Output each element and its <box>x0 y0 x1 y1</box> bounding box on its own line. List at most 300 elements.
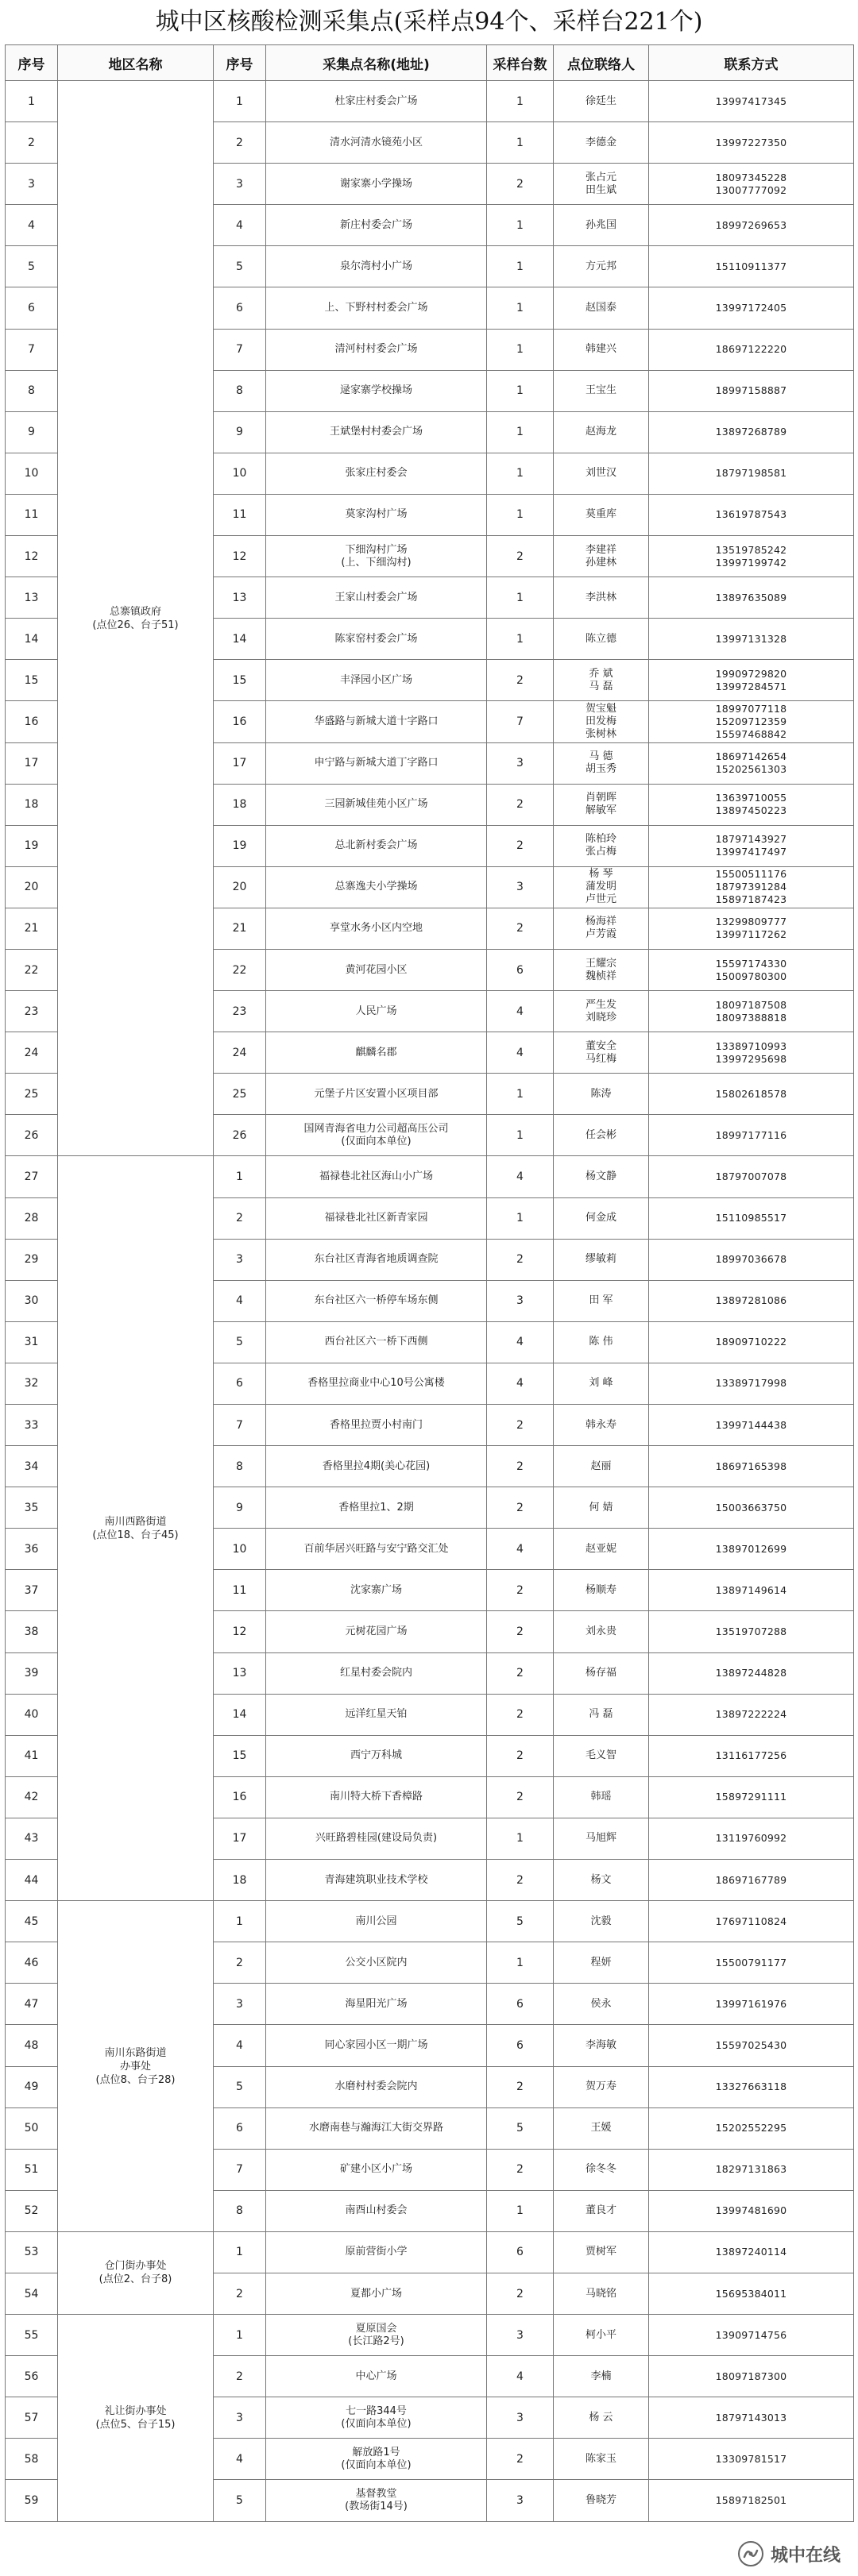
contact-person: 毛义智 <box>554 1735 649 1776</box>
row-index: 40 <box>6 1694 58 1735</box>
phone-number: 13299809777 13997117262 <box>649 908 854 949</box>
row-index: 32 <box>6 1363 58 1404</box>
table-count: 5 <box>487 2107 554 2149</box>
sub-index: 17 <box>214 1818 266 1859</box>
phone-number: 13119760992 <box>649 1818 854 1859</box>
contact-person: 李德金 <box>554 122 649 164</box>
phone-number: 18097187508 18097388818 <box>649 991 854 1032</box>
site-name: 解放路1号 (仅面向本单位) <box>266 2439 487 2480</box>
site-name: 莫家沟村广场 <box>266 494 487 535</box>
site-name: 三园新城佳苑小区广场 <box>266 784 487 825</box>
contact-person: 乔 斌 马 磊 <box>554 660 649 701</box>
row-index: 33 <box>6 1405 58 1446</box>
contact-person: 刘世汉 <box>554 453 649 494</box>
sub-index: 15 <box>214 1735 266 1776</box>
contact-person: 赵国泰 <box>554 287 649 329</box>
row-index: 58 <box>6 2439 58 2480</box>
row-index: 14 <box>6 619 58 660</box>
phone-number: 19909729820 13997284571 <box>649 660 854 701</box>
sub-index: 18 <box>214 1860 266 1901</box>
site-name: 夏原国会 (长江路2号) <box>266 2315 487 2356</box>
table-count: 2 <box>487 1776 554 1818</box>
row-index: 50 <box>6 2107 58 2149</box>
row-index: 22 <box>6 949 58 990</box>
site-name: 沈家寨广场 <box>266 1570 487 1611</box>
row-index: 57 <box>6 2397 58 2439</box>
table-count: 1 <box>487 453 554 494</box>
phone-number: 15500511176 18797391284 15897187423 <box>649 866 854 908</box>
sub-index: 1 <box>214 81 266 122</box>
table-count: 3 <box>487 866 554 908</box>
table-count: 2 <box>487 1446 554 1487</box>
table-count: 1 <box>487 122 554 164</box>
sub-index: 23 <box>214 991 266 1032</box>
sub-index: 20 <box>214 866 266 908</box>
site-name: 海星阳光广场 <box>266 1984 487 2025</box>
contact-person: 刘 峰 <box>554 1363 649 1404</box>
contact-person: 侯永 <box>554 1984 649 2025</box>
table-count: 3 <box>487 2480 554 2521</box>
site-name: 水磨南巷与瀚海江大街交界路 <box>266 2107 487 2149</box>
sub-index: 18 <box>214 784 266 825</box>
table-count: 6 <box>487 2231 554 2273</box>
site-name: 下细沟村广场 (上、下细沟村) <box>266 536 487 577</box>
sub-index: 1 <box>214 2315 266 2356</box>
contact-person: 赵海龙 <box>554 411 649 453</box>
table-count: 4 <box>487 2356 554 2397</box>
contact-person: 董良才 <box>554 2190 649 2231</box>
table-count: 1 <box>487 246 554 287</box>
sub-index: 14 <box>214 1694 266 1735</box>
row-index: 2 <box>6 122 58 164</box>
row-index: 48 <box>6 2025 58 2066</box>
row-index: 7 <box>6 329 58 370</box>
contact-person: 方元邦 <box>554 246 649 287</box>
phone-number: 13997481690 <box>649 2190 854 2231</box>
row-index: 28 <box>6 1197 58 1239</box>
site-name: 矿建小区小广场 <box>266 2149 487 2190</box>
contact-person: 马旭辉 <box>554 1818 649 1859</box>
phone-number: 18097345228 13007777092 <box>649 164 854 205</box>
sub-index: 5 <box>214 2066 266 2107</box>
table-count: 7 <box>487 701 554 742</box>
row-index: 56 <box>6 2356 58 2397</box>
sub-index: 3 <box>214 1239 266 1280</box>
site-name: 总北新村委会广场 <box>266 825 487 866</box>
phone-number: 18997269653 <box>649 205 854 246</box>
row-index: 59 <box>6 2480 58 2521</box>
contact-person: 冯 磊 <box>554 1694 649 1735</box>
row-index: 35 <box>6 1487 58 1529</box>
phone-number: 13997161976 <box>649 1984 854 2025</box>
district-cell: 总寨镇政府 (点位26、台子51) <box>58 81 214 1156</box>
sub-index: 5 <box>214 1321 266 1363</box>
table-row <box>6 1901 854 1942</box>
site-name: 水磨村村委会院内 <box>266 2066 487 2107</box>
row-index: 47 <box>6 1984 58 2025</box>
phone-number: 15897182501 <box>649 2480 854 2521</box>
sub-index: 7 <box>214 2149 266 2190</box>
contact-person: 马 德 胡玉秀 <box>554 742 649 784</box>
site-name: 华盛路与新城大道十字路口 <box>266 701 487 742</box>
site-name: 西宁万科城 <box>266 1735 487 1776</box>
row-index: 13 <box>6 577 58 619</box>
table-count: 2 <box>487 1570 554 1611</box>
site-name: 总寨逸夫小学操场 <box>266 866 487 908</box>
row-index: 21 <box>6 908 58 949</box>
phone-number: 13639710055 13897450223 <box>649 784 854 825</box>
site-name: 丰泽园小区广场 <box>266 660 487 701</box>
contact-person: 陈立德 <box>554 619 649 660</box>
contact-person: 何金成 <box>554 1197 649 1239</box>
site-name: 国网青海省电力公司超高压公司 (仅面向本单位) <box>266 1115 487 1156</box>
document-title: 城中区核酸检测采集点(采样点94个、采样台221个) <box>155 8 703 36</box>
contact-person: 任会彬 <box>554 1115 649 1156</box>
site-name: 香格里拉4期(美心花园) <box>266 1446 487 1487</box>
contact-person: 马晓铭 <box>554 2273 649 2314</box>
contact-person: 刘永贵 <box>554 1611 649 1652</box>
contact-person: 李楠 <box>554 2356 649 2397</box>
contact-person: 韩永寿 <box>554 1405 649 1446</box>
sub-index: 4 <box>214 1280 266 1321</box>
sub-index: 9 <box>214 411 266 453</box>
sub-index: 6 <box>214 1363 266 1404</box>
district-cell: 南川东路街道 办事处 (点位8、台子28) <box>58 1901 214 2232</box>
row-index: 19 <box>6 825 58 866</box>
table-count: 2 <box>487 2439 554 2480</box>
row-index: 55 <box>6 2315 58 2356</box>
phone-number: 18909710222 <box>649 1321 854 1363</box>
table-count: 1 <box>487 1115 554 1156</box>
site-name: 陈家窑村委会广场 <box>266 619 487 660</box>
row-index: 23 <box>6 991 58 1032</box>
table-count: 2 <box>487 536 554 577</box>
table-count: 2 <box>487 1611 554 1652</box>
row-index: 29 <box>6 1239 58 1280</box>
table-count: 6 <box>487 1984 554 2025</box>
site-name: 谢家寨小学操场 <box>266 164 487 205</box>
row-index: 24 <box>6 1032 58 1074</box>
phone-number: 18097187300 <box>649 2356 854 2397</box>
table-count: 1 <box>487 370 554 411</box>
sub-index: 11 <box>214 494 266 535</box>
phone-number: 18297131863 <box>649 2149 854 2190</box>
sub-index: 3 <box>214 1984 266 2025</box>
table-count: 1 <box>487 1818 554 1859</box>
row-index: 15 <box>6 660 58 701</box>
table-count: 2 <box>487 2273 554 2314</box>
contact-person: 李建祥 孙建林 <box>554 536 649 577</box>
sub-index: 3 <box>214 2397 266 2439</box>
contact-person: 贺宝魁 田发梅 张树林 <box>554 701 649 742</box>
site-name: 七一路344号 (仅面向本单位) <box>266 2397 487 2439</box>
phone-number: 13897222224 <box>649 1694 854 1735</box>
header-district: 地区名称 <box>58 45 214 81</box>
contact-person: 田 军 <box>554 1280 649 1321</box>
site-name: 黄河花园小区 <box>266 949 487 990</box>
site-name: 红星村委会院内 <box>266 1652 487 1694</box>
contact-person: 程妍 <box>554 1942 649 1984</box>
row-index: 45 <box>6 1901 58 1942</box>
contact-person: 贺万寿 <box>554 2066 649 2107</box>
row-index: 37 <box>6 1570 58 1611</box>
table-count: 1 <box>487 81 554 122</box>
site-name: 兴旺路碧桂园(建设局负责) <box>266 1818 487 1859</box>
phone-number: 13897012699 <box>649 1529 854 1570</box>
table-count: 2 <box>487 908 554 949</box>
row-index: 1 <box>6 81 58 122</box>
city-logo-icon <box>737 2540 764 2567</box>
sub-index: 26 <box>214 1115 266 1156</box>
contact-person: 徐廷生 <box>554 81 649 122</box>
table-count: 3 <box>487 742 554 784</box>
sub-index: 11 <box>214 1570 266 1611</box>
phone-number: 13389717998 <box>649 1363 854 1404</box>
site-name: 东台社区青海省地质调查院 <box>266 1239 487 1280</box>
sub-index: 8 <box>214 2190 266 2231</box>
header-site: 采集点名称(地址) <box>266 45 487 81</box>
contact-person: 鲁晓芳 <box>554 2480 649 2521</box>
site-name: 香格里拉商业中心10号公寓楼 <box>266 1363 487 1404</box>
row-index: 49 <box>6 2066 58 2107</box>
row-index: 16 <box>6 701 58 742</box>
phone-number: 13897244828 <box>649 1652 854 1694</box>
row-index: 10 <box>6 453 58 494</box>
row-index: 30 <box>6 1280 58 1321</box>
district-cell: 礼让街办事处 (点位5、台子15) <box>58 2315 214 2521</box>
table-count: 2 <box>487 660 554 701</box>
contact-person: 何 婧 <box>554 1487 649 1529</box>
phone-number: 15695384011 <box>649 2273 854 2314</box>
phone-number: 13309781517 <box>649 2439 854 2480</box>
phone-number: 18697142654 15202561303 <box>649 742 854 784</box>
phone-number: 18997077118 15209712359 15597468842 <box>649 701 854 742</box>
site-name: 逯家寨学校操场 <box>266 370 487 411</box>
sub-index: 9 <box>214 1487 266 1529</box>
phone-number: 17697110824 <box>649 1901 854 1942</box>
row-index: 54 <box>6 2273 58 2314</box>
table-count: 2 <box>487 784 554 825</box>
contact-person: 赵丽 <box>554 1446 649 1487</box>
row-index: 51 <box>6 2149 58 2190</box>
header-index: 序号 <box>6 45 58 81</box>
row-index: 5 <box>6 246 58 287</box>
sub-index: 2 <box>214 2273 266 2314</box>
phone-number: 13327663118 <box>649 2066 854 2107</box>
table-count: 6 <box>487 2025 554 2066</box>
contact-person: 莫重库 <box>554 494 649 535</box>
site-name: 东台社区六一桥停车场东侧 <box>266 1280 487 1321</box>
row-index: 8 <box>6 370 58 411</box>
header-phone: 联系方式 <box>649 45 854 81</box>
phone-number: 13997144438 <box>649 1405 854 1446</box>
site-name: 王家山村委会广场 <box>266 577 487 619</box>
phone-number: 13909714756 <box>649 2315 854 2356</box>
row-index: 26 <box>6 1115 58 1156</box>
sub-index: 7 <box>214 1405 266 1446</box>
contact-person: 张占元 田生斌 <box>554 164 649 205</box>
site-name: 享堂水务小区内空地 <box>266 908 487 949</box>
sub-index: 14 <box>214 619 266 660</box>
sub-index: 6 <box>214 2107 266 2149</box>
contact-person: 王耀宗 魏桢祥 <box>554 949 649 990</box>
sub-index: 13 <box>214 1652 266 1694</box>
sub-index: 12 <box>214 1611 266 1652</box>
phone-number: 15110985517 <box>649 1197 854 1239</box>
table-count: 1 <box>487 1942 554 1984</box>
sub-index: 6 <box>214 287 266 329</box>
sub-index: 10 <box>214 1529 266 1570</box>
row-index: 31 <box>6 1321 58 1363</box>
contact-person: 李海敏 <box>554 2025 649 2066</box>
header-sub-index: 序号 <box>214 45 266 81</box>
sub-index: 21 <box>214 908 266 949</box>
header-row <box>6 45 854 81</box>
phone-number: 13116177256 <box>649 1735 854 1776</box>
contact-person: 杨文静 <box>554 1156 649 1197</box>
row-index: 44 <box>6 1860 58 1901</box>
phone-number: 18697167789 <box>649 1860 854 1901</box>
site-name: 香格里拉贾小村南门 <box>266 1405 487 1446</box>
sub-index: 25 <box>214 1074 266 1115</box>
site-name: 远洋红星天铂 <box>266 1694 487 1735</box>
site-name: 人民广场 <box>266 991 487 1032</box>
row-index: 42 <box>6 1776 58 1818</box>
table-count: 1 <box>487 2190 554 2231</box>
table-count: 2 <box>487 825 554 866</box>
sub-index: 12 <box>214 536 266 577</box>
watermark <box>732 2538 845 2570</box>
phone-number: 18697165398 <box>649 1446 854 1487</box>
row-index: 36 <box>6 1529 58 1570</box>
site-name: 泉尔湾村小广场 <box>266 246 487 287</box>
table-count: 2 <box>487 1694 554 1735</box>
site-name: 张家庄村委会 <box>266 453 487 494</box>
site-name: 清水河清水镜苑小区 <box>266 122 487 164</box>
table-row <box>6 1156 854 1197</box>
table-count: 4 <box>487 1363 554 1404</box>
row-index: 17 <box>6 742 58 784</box>
table-count: 2 <box>487 2149 554 2190</box>
contact-person: 杨顺寿 <box>554 1570 649 1611</box>
sub-index: 1 <box>214 1156 266 1197</box>
contact-person: 孙兆国 <box>554 205 649 246</box>
site-name: 上、下野村村委会广场 <box>266 287 487 329</box>
contact-person: 沈毅 <box>554 1901 649 1942</box>
row-index: 39 <box>6 1652 58 1694</box>
table-count: 2 <box>487 1239 554 1280</box>
site-name: 同心家园小区一期广场 <box>266 2025 487 2066</box>
site-name: 公交小区院内 <box>266 1942 487 1984</box>
phone-number: 15597025430 <box>649 2025 854 2066</box>
contact-person: 陈家玉 <box>554 2439 649 2480</box>
sub-index: 7 <box>214 329 266 370</box>
table-count: 4 <box>487 1529 554 1570</box>
contact-person: 韩建兴 <box>554 329 649 370</box>
phone-number: 13997131328 <box>649 619 854 660</box>
phone-number: 18997036678 <box>649 1239 854 1280</box>
phone-number: 15897291111 <box>649 1776 854 1818</box>
phone-number: 18997158887 <box>649 370 854 411</box>
header-contact: 点位联络人 <box>554 45 649 81</box>
table-count: 1 <box>487 329 554 370</box>
contact-person: 王宝生 <box>554 370 649 411</box>
table-count: 2 <box>487 2066 554 2107</box>
sub-index: 13 <box>214 577 266 619</box>
row-index: 4 <box>6 205 58 246</box>
site-name: 西台社区六一桥下西侧 <box>266 1321 487 1363</box>
table-count: 1 <box>487 411 554 453</box>
phone-number: 13997227350 <box>649 122 854 164</box>
site-name: 元树花园广场 <box>266 1611 487 1652</box>
table-count: 2 <box>487 1405 554 1446</box>
site-name: 王斌堡村村委会广场 <box>266 411 487 453</box>
table-count: 1 <box>487 1197 554 1239</box>
table-count: 4 <box>487 1156 554 1197</box>
site-name: 中心广场 <box>266 2356 487 2397</box>
sub-index: 8 <box>214 370 266 411</box>
site-name: 元堡子片区安置小区项目部 <box>266 1074 487 1115</box>
contact-person: 严生发 刘晓珍 <box>554 991 649 1032</box>
sub-index: 1 <box>214 1901 266 1942</box>
table-row <box>6 2315 854 2356</box>
phone-number: 15802618578 <box>649 1074 854 1115</box>
contact-person: 陈涛 <box>554 1074 649 1115</box>
table-count: 4 <box>487 1321 554 1363</box>
contact-person: 李洪林 <box>554 577 649 619</box>
sub-index: 24 <box>214 1032 266 1074</box>
site-name: 夏都小广场 <box>266 2273 487 2314</box>
contact-person: 赵亚妮 <box>554 1529 649 1570</box>
site-name: 青海建筑职业技术学校 <box>266 1860 487 1901</box>
site-name: 福禄巷北社区新青家园 <box>266 1197 487 1239</box>
row-index: 18 <box>6 784 58 825</box>
sub-index: 2 <box>214 1197 266 1239</box>
phone-number: 18997177116 <box>649 1115 854 1156</box>
sub-index: 4 <box>214 205 266 246</box>
sub-index: 5 <box>214 2480 266 2521</box>
sub-index: 4 <box>214 2025 266 2066</box>
site-name: 新庄村委会广场 <box>266 205 487 246</box>
phone-number: 15500791177 <box>649 1942 854 1984</box>
phone-number: 13897281086 <box>649 1280 854 1321</box>
contact-person: 徐冬冬 <box>554 2149 649 2190</box>
sub-index: 19 <box>214 825 266 866</box>
table-count: 4 <box>487 1032 554 1074</box>
phone-number: 13519785242 13997199742 <box>649 536 854 577</box>
sub-index: 2 <box>214 1942 266 1984</box>
district-cell: 仓门街办事处 (点位2、台子8) <box>58 2231 214 2314</box>
table-count: 3 <box>487 1280 554 1321</box>
phone-number: 15597174330 15009780300 <box>649 949 854 990</box>
table-count: 1 <box>487 577 554 619</box>
table-count: 6 <box>487 949 554 990</box>
row-index: 3 <box>6 164 58 205</box>
row-index: 52 <box>6 2190 58 2231</box>
site-name: 南酉山村委会 <box>266 2190 487 2231</box>
row-index: 43 <box>6 1818 58 1859</box>
row-index: 38 <box>6 1611 58 1652</box>
phone-number: 13997417345 <box>649 81 854 122</box>
phone-number: 15003663750 <box>649 1487 854 1529</box>
collection-points-table <box>5 44 854 2522</box>
sub-index: 17 <box>214 742 266 784</box>
phone-number: 13389710993 13997295698 <box>649 1032 854 1074</box>
site-name: 麒麟名郡 <box>266 1032 487 1074</box>
table-count: 1 <box>487 1074 554 1115</box>
row-index: 9 <box>6 411 58 453</box>
site-name: 百前华居兴旺路与安宁路交汇处 <box>266 1529 487 1570</box>
